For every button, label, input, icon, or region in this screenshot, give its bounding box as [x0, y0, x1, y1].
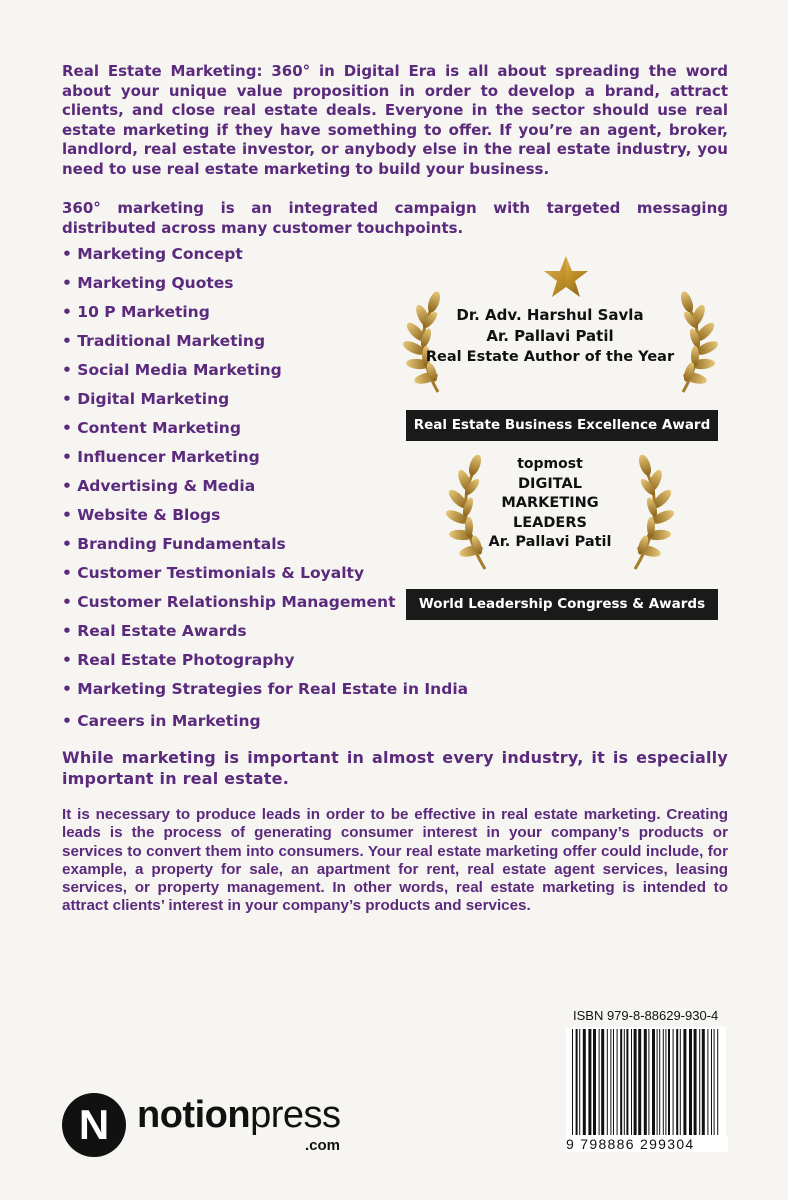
list-item: • Influencer Marketing [62, 448, 260, 466]
list-item: • Customer Relationship Management [62, 593, 396, 611]
list-item: • Digital Marketing [62, 390, 230, 408]
barcode-icon [566, 1027, 726, 1147]
notionpress-logo-icon [62, 1093, 126, 1157]
list-item: • Branding Fundamentals [62, 535, 286, 553]
list-item: • Website & Blogs [62, 506, 221, 524]
list-item: • Social Media Marketing [62, 361, 282, 379]
award-digital-marketing-leaders [470, 455, 630, 553]
definition-paragraph: 360° marketing is an integrated campaign with targeted messaging distributed across many customer touchpoints. [62, 199, 728, 237]
award-title: Real Estate Author of the Year [425, 349, 675, 365]
logo-letter: N [78, 1101, 110, 1148]
award-banner: Real Estate Business Excellence Award [406, 410, 718, 441]
publisher-domain: .com [305, 1137, 341, 1154]
list-item: • Advertising & Media [62, 477, 256, 495]
list-item: • Marketing Quotes [62, 274, 234, 292]
publisher-name [137, 1094, 340, 1137]
list-item: • Content Marketing [62, 419, 241, 437]
list-item: • Marketing Strategies for Real Estate in India [62, 680, 469, 698]
award-name: Ar. Pallavi Patil [486, 327, 614, 345]
award-line: DIGITAL [518, 475, 582, 492]
importance-paragraph: While marketing is important in almost every industry, it is especially important in real estate. [62, 748, 728, 788]
award-line: LEADERS [513, 514, 587, 531]
award-name: Ar. Pallavi Patil [488, 534, 612, 550]
award-line: MARKETING [501, 495, 599, 511]
leads-paragraph: It is necessary to produce leads in order to be effective in real estate marketing. Creating leads is the process of generating consumer interest in your company’s products or services to convert them into consumers. Your real estate marketing offer could include, for example, a property for sale, an apartment for rent, real estate agent services, leasing services, or property management. In other words, real estate marketing is intended to attract clients’ interest in your company’s products and services. [62, 806, 728, 915]
list-item: • Traditional Marketing [62, 332, 266, 350]
isbn-label: ISBN 979-8-88629-930-4 [573, 1008, 719, 1023]
award-line: topmost [517, 456, 583, 472]
award-banner: World Leadership Congress & Awards [406, 589, 718, 620]
isbn-digits: 9 798886 299304 [566, 1136, 728, 1152]
list-item: • Marketing Concept [62, 245, 243, 263]
list-item: • Customer Testimonials & Loyalty [62, 564, 365, 582]
list-item: • Careers in Marketing [62, 712, 261, 730]
list-item: • Real Estate Photography [62, 651, 295, 669]
list-item: • 10 P Marketing [62, 303, 210, 321]
award-author-of-year [425, 305, 675, 368]
publisher-name-light: press [250, 1094, 341, 1136]
intro-paragraph: Real Estate Marketing: 360° in Digital Era is all about spreading the word about your unique value proposition in order to develop a brand, attract clients, and close real estate deals. Everyone in the sector should use real estate marketing if they have something to offer. If you’re an agent, broker, landlord, real estate investor, or anybody else in the real estate industry, you need to use real estate marketing to build your business. [62, 62, 728, 178]
list-item: • Real Estate Awards [62, 622, 247, 640]
publisher-name-bold: notion [137, 1094, 251, 1136]
award-name: Dr. Adv. Harshul Savla [456, 306, 644, 324]
